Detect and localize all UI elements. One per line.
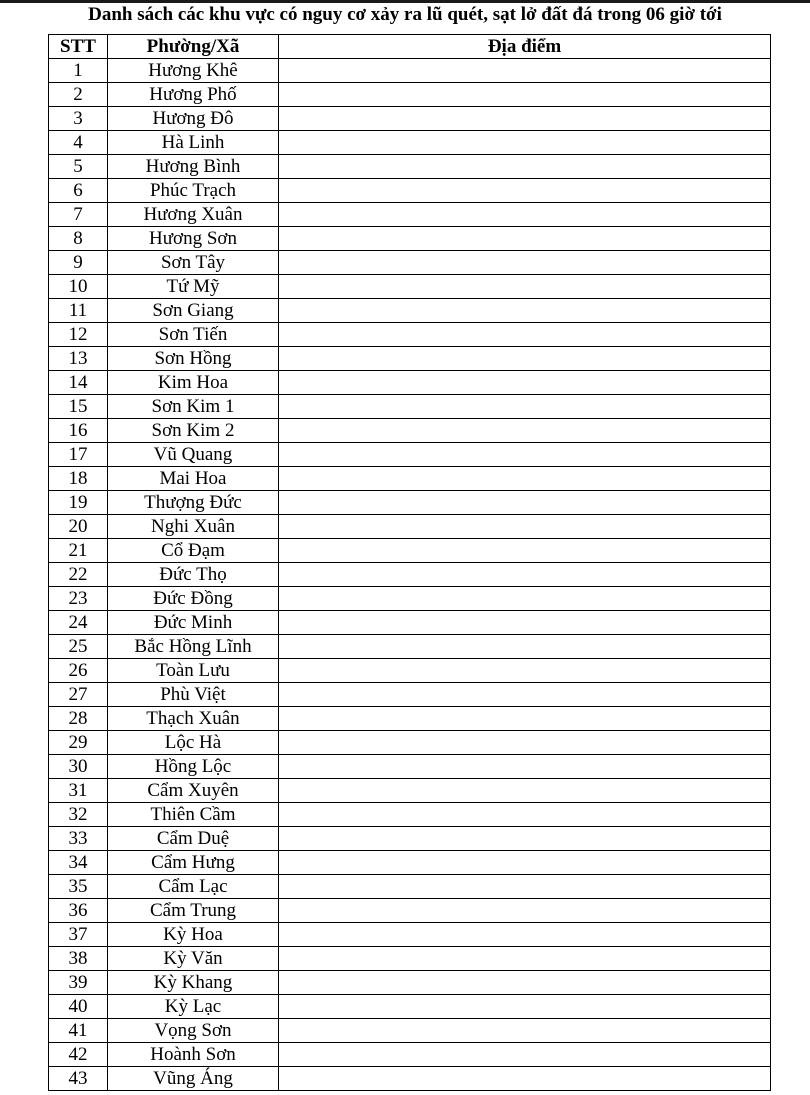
row-stt: 31: [49, 779, 108, 803]
row-location: [279, 107, 771, 131]
row-location: [279, 59, 771, 83]
row-ward: Cẩm Hưng: [108, 851, 279, 875]
row-stt: 2: [49, 83, 108, 107]
table-row: [49, 395, 771, 419]
row-ward: Hương Bình: [108, 155, 279, 179]
row-location: [279, 467, 771, 491]
row-location: [279, 923, 771, 947]
row-stt: 14: [49, 371, 108, 395]
table-row: [49, 1019, 771, 1043]
row-ward: Cẩm Duệ: [108, 827, 279, 851]
row-ward: Hồng Lộc: [108, 755, 279, 779]
row-location: [279, 347, 771, 371]
row-ward: Vũng Áng: [108, 1067, 279, 1091]
table-row: [49, 635, 771, 659]
row-ward: Hương Đô: [108, 107, 279, 131]
table-row: [49, 611, 771, 635]
row-ward: Bắc Hồng Lĩnh: [108, 635, 279, 659]
table-row: [49, 971, 771, 995]
document-title: Danh sách các khu vực có nguy cơ xảy ra lũ quét, sạt lở đất đá trong 06 giờ tới: [88, 4, 722, 25]
row-location: [279, 203, 771, 227]
row-ward: Hương Sơn: [108, 227, 279, 251]
table-row: [49, 107, 771, 131]
row-location: [279, 1043, 771, 1067]
row-ward: Thượng Đức: [108, 491, 279, 515]
table-row: [49, 83, 771, 107]
row-ward: Hương Xuân: [108, 203, 279, 227]
row-stt: 36: [49, 899, 108, 923]
row-ward: Sơn Kim 1: [108, 395, 279, 419]
row-ward: Tứ Mỹ: [108, 275, 279, 299]
row-location: [279, 83, 771, 107]
row-ward: Sơn Kim 2: [108, 419, 279, 443]
row-ward: Hương Phố: [108, 83, 279, 107]
row-location: [279, 1019, 771, 1043]
table-row: [49, 1067, 771, 1091]
row-location: [279, 659, 771, 683]
row-stt: 22: [49, 563, 108, 587]
row-stt: 17: [49, 443, 108, 467]
row-location: [279, 707, 771, 731]
row-stt: 1: [49, 59, 108, 83]
row-stt: 37: [49, 923, 108, 947]
row-stt: 35: [49, 875, 108, 899]
row-stt: 5: [49, 155, 108, 179]
table-row: [49, 443, 771, 467]
row-stt: 29: [49, 731, 108, 755]
row-stt: 30: [49, 755, 108, 779]
row-ward: Thạch Xuân: [108, 707, 279, 731]
row-location: [279, 155, 771, 179]
row-ward: Đức Thọ: [108, 563, 279, 587]
table-row: [49, 539, 771, 563]
table-row: [49, 1043, 771, 1067]
row-ward: Cổ Đạm: [108, 539, 279, 563]
row-location: [279, 611, 771, 635]
row-stt: 8: [49, 227, 108, 251]
row-ward: Hà Linh: [108, 131, 279, 155]
table-row: [49, 851, 771, 875]
row-location: [279, 179, 771, 203]
row-location: [279, 779, 771, 803]
row-ward: Đức Đồng: [108, 587, 279, 611]
row-ward: Nghi Xuân: [108, 515, 279, 539]
table-row: [49, 275, 771, 299]
row-location: [279, 539, 771, 563]
row-ward: Kỳ Văn: [108, 947, 279, 971]
row-stt: 24: [49, 611, 108, 635]
row-ward: Kỳ Lạc: [108, 995, 279, 1019]
row-location: [279, 563, 771, 587]
row-ward: Sơn Tây: [108, 251, 279, 275]
row-location: [279, 635, 771, 659]
row-location: [279, 299, 771, 323]
row-ward: Hương Khê: [108, 59, 279, 83]
row-location: [279, 395, 771, 419]
row-ward: Phù Việt: [108, 683, 279, 707]
table-row: [49, 227, 771, 251]
row-location: [279, 491, 771, 515]
table-row: [49, 995, 771, 1019]
row-stt: 41: [49, 1019, 108, 1043]
header-stt: STT: [49, 35, 108, 59]
table-row: [49, 707, 771, 731]
table-row: [49, 947, 771, 971]
row-ward: Hoành Sơn: [108, 1043, 279, 1067]
row-ward: Vọng Sơn: [108, 1019, 279, 1043]
row-stt: 13: [49, 347, 108, 371]
row-ward: Toàn Lưu: [108, 659, 279, 683]
row-ward: Kỳ Hoa: [108, 923, 279, 947]
row-location: [279, 419, 771, 443]
row-ward: Cẩm Lạc: [108, 875, 279, 899]
row-stt: 40: [49, 995, 108, 1019]
row-stt: 20: [49, 515, 108, 539]
row-stt: 15: [49, 395, 108, 419]
row-stt: 16: [49, 419, 108, 443]
table-row: [49, 731, 771, 755]
row-stt: 21: [49, 539, 108, 563]
row-location: [279, 899, 771, 923]
row-stt: 33: [49, 827, 108, 851]
table-row: [49, 491, 771, 515]
table-row: [49, 347, 771, 371]
row-location: [279, 995, 771, 1019]
header-ward: Phường/Xã: [108, 35, 279, 59]
table-row: [49, 563, 771, 587]
row-ward: Thiên Cầm: [108, 803, 279, 827]
row-ward: Kỳ Khang: [108, 971, 279, 995]
row-stt: 10: [49, 275, 108, 299]
row-stt: 26: [49, 659, 108, 683]
row-stt: 12: [49, 323, 108, 347]
row-stt: 23: [49, 587, 108, 611]
table-row: [49, 203, 771, 227]
row-location: [279, 251, 771, 275]
row-stt: 39: [49, 971, 108, 995]
row-location: [279, 371, 771, 395]
row-location: [279, 515, 771, 539]
row-ward: Đức Minh: [108, 611, 279, 635]
row-location: [279, 587, 771, 611]
row-stt: 11: [49, 299, 108, 323]
row-location: [279, 323, 771, 347]
table-row: [49, 755, 771, 779]
row-stt: 9: [49, 251, 108, 275]
row-location: [279, 875, 771, 899]
row-stt: 43: [49, 1067, 108, 1091]
table-row: [49, 323, 771, 347]
row-stt: 18: [49, 467, 108, 491]
row-location: [279, 227, 771, 251]
table-row: [49, 827, 771, 851]
table-row: [49, 899, 771, 923]
row-ward: Phúc Trạch: [108, 179, 279, 203]
row-stt: 42: [49, 1043, 108, 1067]
row-stt: 28: [49, 707, 108, 731]
risk-area-table: [48, 34, 771, 1091]
row-location: [279, 971, 771, 995]
row-stt: 32: [49, 803, 108, 827]
table-row: [49, 587, 771, 611]
table-row: [49, 875, 771, 899]
row-ward: Lộc Hà: [108, 731, 279, 755]
row-stt: 25: [49, 635, 108, 659]
row-stt: 4: [49, 131, 108, 155]
row-ward: Sơn Hồng: [108, 347, 279, 371]
table-row: [49, 251, 771, 275]
table-row: [49, 659, 771, 683]
row-stt: 6: [49, 179, 108, 203]
table-row: [49, 131, 771, 155]
row-ward: Cẩm Trung: [108, 899, 279, 923]
row-location: [279, 947, 771, 971]
table-row: [49, 419, 771, 443]
top-border-line: [0, 0, 810, 3]
row-location: [279, 275, 771, 299]
table-row: [49, 179, 771, 203]
row-location: [279, 827, 771, 851]
row-ward: Sơn Tiến: [108, 323, 279, 347]
row-location: [279, 1067, 771, 1091]
row-ward: Mai Hoa: [108, 467, 279, 491]
row-location: [279, 131, 771, 155]
table-row: [49, 155, 771, 179]
row-location: [279, 443, 771, 467]
table-row: [49, 779, 771, 803]
row-ward: Sơn Giang: [108, 299, 279, 323]
row-stt: 3: [49, 107, 108, 131]
table-row: [49, 683, 771, 707]
row-ward: Cẩm Xuyên: [108, 779, 279, 803]
row-stt: 38: [49, 947, 108, 971]
row-location: [279, 803, 771, 827]
table-header-row: [49, 35, 771, 59]
table-row: [49, 923, 771, 947]
table-row: [49, 371, 771, 395]
table-row: [49, 467, 771, 491]
table-row: [49, 515, 771, 539]
row-location: [279, 851, 771, 875]
row-ward: Kim Hoa: [108, 371, 279, 395]
row-stt: 27: [49, 683, 108, 707]
row-location: [279, 731, 771, 755]
table-row: [49, 803, 771, 827]
table-row: [49, 299, 771, 323]
row-stt: 34: [49, 851, 108, 875]
row-stt: 7: [49, 203, 108, 227]
row-location: [279, 683, 771, 707]
row-location: [279, 755, 771, 779]
row-ward: Vũ Quang: [108, 443, 279, 467]
header-location: Địa điểm: [279, 35, 771, 59]
table-row: [49, 59, 771, 83]
row-stt: 19: [49, 491, 108, 515]
